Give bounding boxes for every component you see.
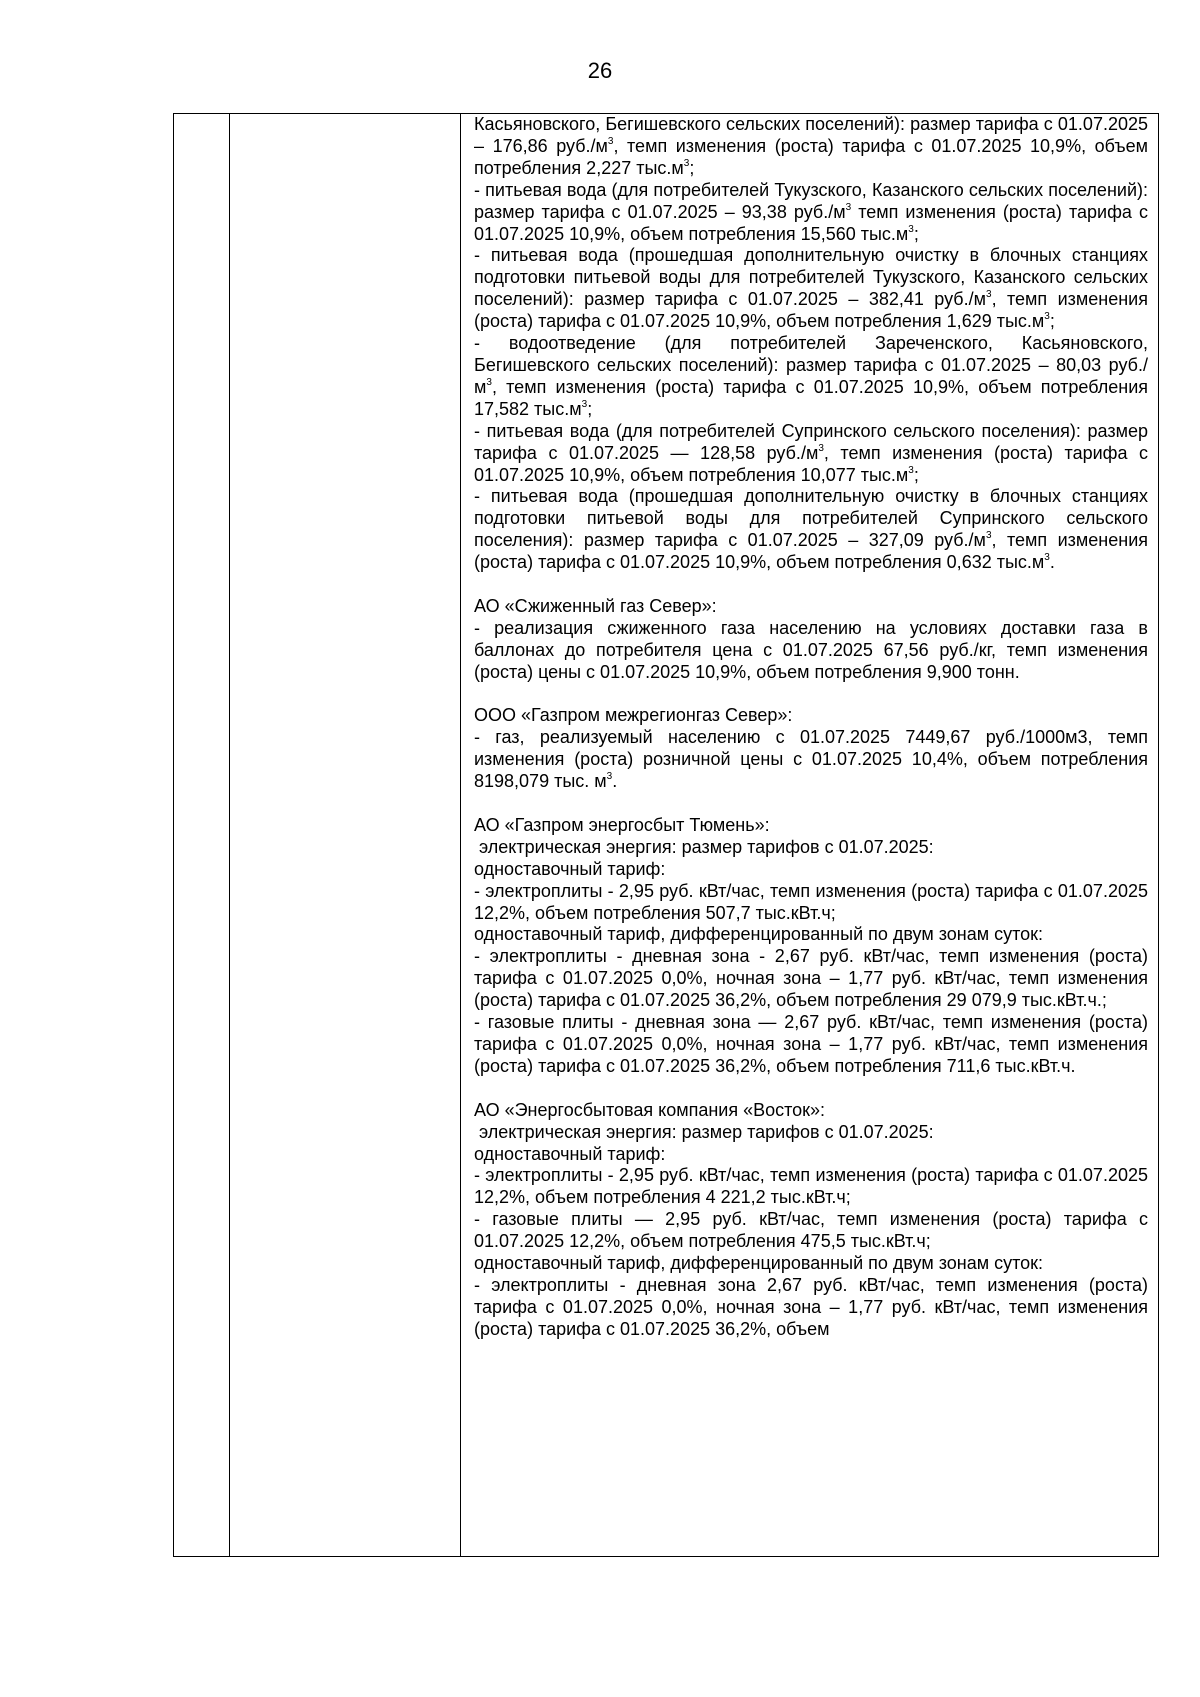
paragraph-gap [474,1078,1148,1100]
page-number: 26 [587,58,613,83]
paragraph-gap [474,684,1148,706]
text-paragraph: - газ, реализуемый населению с 01.07.2025 7449,67 руб./1000м3, темп изменения (роста) розничной цены с 01.07.2025 10,4%, объем потребления 8198,079 тыс. $м^3$. [474,727,1148,792]
text-paragraph: одноставочный тариф, дифференцированный по двум зонам суток: [474,1253,1044,1274]
text-paragraph: АО «Энергосбытовая компания «Восток»: [474,1099,826,1120]
text-paragraph: - водоотведение (для потребителей Зареченского, Касьяновского, Бегишевского сельских поселений): размер тарифа с 01.07.2025 – 80,03 $руб./м^3$, темп изменения (роста) тарифа с 01.07.2025 10,9%, объем потребления 17,582 $тыс.м^3$; [474,333,1148,419]
text-paragraph: - реализация сжиженного газа населению на условиях доставки газа в баллонах до потребителя цена с 01.07.2025 67,56 руб./кг, темп изменения (роста) цены с 01.07.2025 10,9%, объем потребления 9,900 тонн. [474,617,1148,682]
text-paragraph: одноставочный тариф: [474,1143,666,1164]
text-paragraph: электрическая энергия: размер тарифов с 01.07.2025: [474,836,934,857]
table-column-number [174,114,230,1556]
text-paragraph: одноставочный тариф: [474,858,666,879]
text-paragraph: - газовые плиты - дневная зона — 2,67 руб. кВт/час, темп изменения (роста) тарифа с 01.07.2025 0,0%, ночная зона – 1,77 руб. кВт/час, темп изменения (роста) тарифа с 01.07.2025 36,2%, объем потребления 711,6 тыс.кВт.ч. [474,1012,1148,1076]
paragraph-gap [474,793,1148,815]
text-paragraph: электрическая энергия: размер тарифов с 01.07.2025: [474,1121,934,1142]
text-paragraph: Касьяновского, Бегишевского сельских поселений): размер тарифа с 01.07.2025 – 176,86 $руб./м^3$, темп изменения (роста) тарифа с 01.07.2025 10,9%, объем потребления 2,227 $тыс.м^3$; [474,114,1148,178]
text-paragraph: - питьевая вода (для потребителей Супринского сельского поселения): размер тарифа с 01.07.2025 — 128,58 $руб./м^3$, темп изменения (роста) тарифа с 01.07.2025 10,9%, объем потребления 10,077 $тыс.м^3$; [474,420,1148,485]
text-paragraph: - электроплиты - дневная зона 2,67 руб. кВт/час, темп изменения (роста) тарифа с 01.07.2025 0,0%, ночная зона – 1,77 руб. кВт/час, темп изменения (роста) тарифа с 01.07.2025 36,2%, объем [474,1274,1148,1339]
text-paragraph: - питьевая вода (прошедшая дополнительную очистку в блочных станциях подготовки питьевой воды для потребителей Супринского сельского поселения): размер тарифа с 01.07.2025 – 327,09 $руб./м^3$, темп изменения (роста) тарифа с 01.07.2025 10,9%, объем потребления 0,632 $тыс.м^3$. [474,486,1148,573]
table-column-content [461,114,1158,1556]
table-column-name [230,114,461,1556]
text-paragraph: - электроплиты - 2,95 руб. кВт/час, темп изменения (роста) тарифа с 01.07.2025 12,2%, объем потребления 507,7 тыс.кВт.ч; [474,880,1148,923]
text-paragraph: одноставочный тариф, дифференцированный по двум зонам суток: [474,924,1044,945]
text-paragraph: АО «Газпром энергосбыт Тюмень»: [474,814,770,835]
paragraph-gap [474,574,1148,596]
document-table [173,113,1159,1557]
text-paragraph: - электроплиты - дневная зона - 2,67 руб. кВт/час, темп изменения (роста) тарифа с 01.07.2025 0,0%, ночная зона – 1,77 руб. кВт/час, темп изменения (роста) тарифа с 01.07.2025 36,2%, объем потребления 29 079,9 тыс.кВт.ч.; [474,946,1148,1011]
text-paragraph: - питьевая вода (для потребителей Тукузского, Казанского сельских поселений): размер тарифа с 01.07.2025 – 93,38 $руб./м^3$ темп изменения (роста) тарифа с 01.07.2025 10,9%, объем потребления 15,560 $тыс.м^3$; [474,179,1148,244]
text-paragraph: - газовые плиты — 2,95 руб. кВт/час, темп изменения (роста) тарифа с 01.07.2025 12,2%, объем потребления 475,5 тыс.кВт.ч; [474,1209,1148,1252]
text-paragraph: ООО «Газпром межрегионгаз Север»: [474,705,793,726]
text-paragraph: - электроплиты - 2,95 руб. кВт/час, темп изменения (роста) тарифа с 01.07.2025 12,2%, объем потребления 4 221,2 тыс.кВт.ч; [474,1165,1148,1208]
text-paragraph: - питьевая вода (прошедшая дополнительную очистку в блочных станциях подготовки питьевой воды для потребителей Тукузского, Казанского сельских поселений): размер тарифа с 01.07.2025 – 382,41 $руб./м^3$, темп изменения (роста) тарифа с 01.07.2025 10,9%, объем потребления 1,629 $тыс.м^3$; [474,245,1148,332]
text-paragraph: АО «Сжиженный газ Север»: [474,595,717,616]
